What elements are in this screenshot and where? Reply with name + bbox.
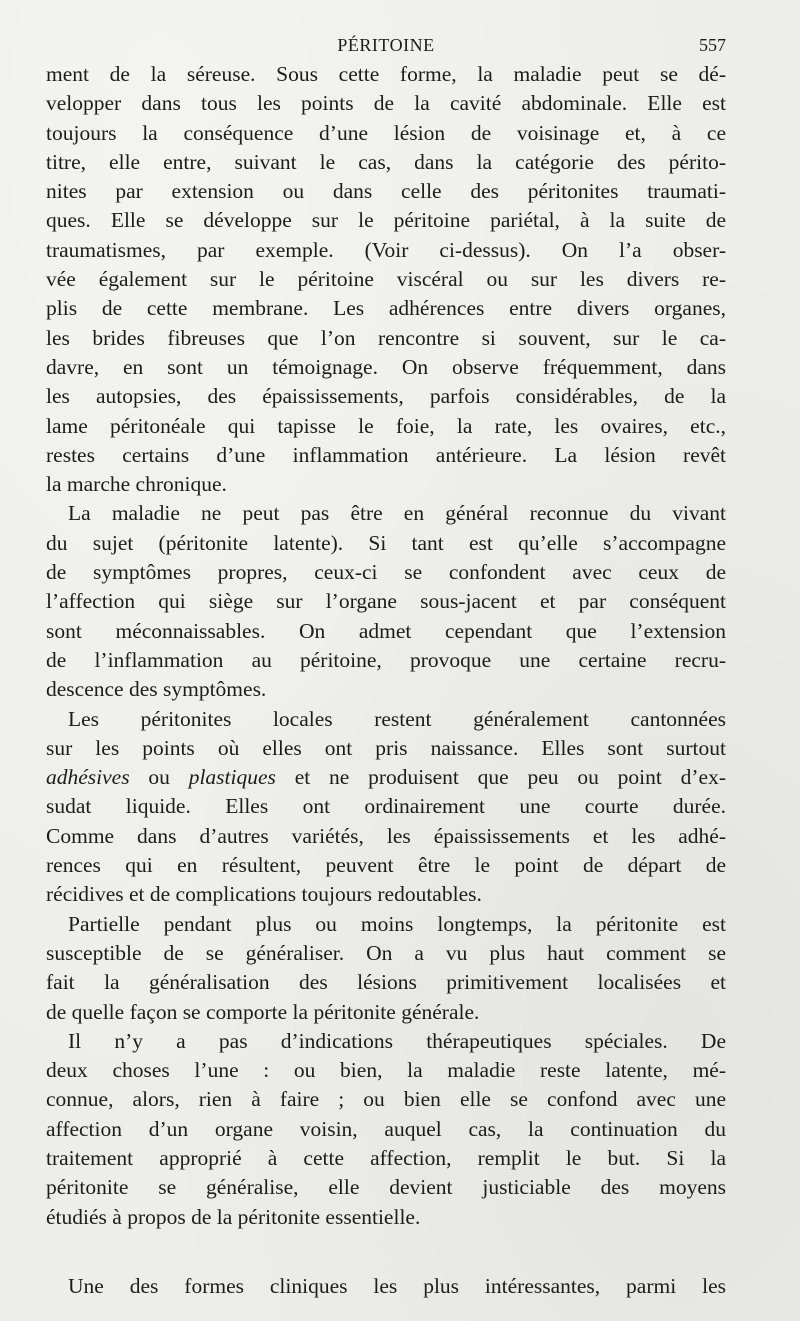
text-line: Partielle pendant plus ou moins longtemps, la péritonite est: [68, 911, 726, 936]
text-line: la marche chronique.: [46, 472, 227, 497]
text-line: traitement approprié à cette affection, remplit le but. Si la: [46, 1145, 726, 1170]
text-line: plis de cette membrane. Les adhérences entre divers organes,: [46, 296, 726, 321]
text-line: deux choses l’une : ou bien, la maladie reste latente, mé-: [46, 1058, 726, 1083]
text-line: connue, alors, rien à faire ; ou bien elle se confond avec une: [46, 1087, 726, 1112]
paragraph-4: [46, 910, 726, 1027]
text-line: sudat liquide. Elles ont ordinairement une courte durée.: [46, 794, 726, 819]
text-line: sur les points où elles ont pris naissance. Elles sont surtout: [46, 735, 726, 760]
italic-term: adhésives: [46, 765, 130, 790]
text-line: Comme dans d’autres variétés, les épaississements et les adhé-: [46, 823, 726, 848]
text-line: ques. Elle se développe sur le péritoine pariétal, à la suite de: [46, 208, 726, 233]
paragraph-2: [46, 499, 726, 704]
text-line: récidives et de complications toujours redoutables.: [46, 882, 482, 907]
text-line: affection d’un organe voisin, auquel cas, la continuation du: [46, 1116, 726, 1141]
paragraph-1: [46, 60, 726, 499]
text-line: restes certains d’une inflammation antérieure. La lésion revêt: [46, 442, 726, 467]
text-line: Il n’y a pas d’indications thérapeutiques spéciales. De: [68, 1028, 726, 1053]
text-line: lame péritonéale qui tapisse le foie, la rate, les ovaires, etc.,: [46, 413, 726, 438]
text-line: les brides fibreuses que l’on rencontre si souvent, sur le ca-: [46, 325, 726, 350]
running-title: PÉRITOINE: [337, 35, 435, 55]
text-line: de l’inflammation au péritoine, provoque une certaine recru-: [46, 647, 726, 672]
text-line: davre, en sont un témoignage. On observe fréquemment, dans: [46, 354, 726, 379]
paragraph-3: [46, 705, 726, 910]
text-line: La maladie ne peut pas être en général reconnue du vivant: [68, 501, 726, 526]
text-line: fait la généralisation des lésions primitivement localisées et: [46, 970, 726, 995]
text-line: de quelle façon se comporte la péritonite générale.: [46, 999, 480, 1024]
italic-term: plastiques: [188, 765, 276, 790]
text-line: étudiés à propos de la péritonite essentielle.: [46, 1204, 421, 1229]
text-line: rences qui en résultent, peuvent être le point de départ de: [46, 853, 726, 878]
text-line: les autopsies, des épaississements, parfois considérables, de la: [46, 384, 726, 409]
text-line: traumatismes, par exemple. (Voir ci-dessus). On l’a obser-: [46, 237, 726, 262]
text-line: Les péritonites locales restent généralement cantonnées: [68, 706, 726, 731]
text-line: péritonite se généralise, elle devient justiciable des moyens: [46, 1175, 726, 1200]
text-line: descence des symptômes.: [46, 677, 267, 702]
running-head: [46, 30, 726, 60]
paragraph-6: [46, 1272, 726, 1301]
text-line: de symptômes propres, ceux-ci se confondent avec ceux de: [46, 560, 726, 585]
text-line: Une des formes cliniques les plus intéressantes, parmi les: [68, 1273, 726, 1298]
text-line: ment de la séreuse. Sous cette forme, la maladie peut se dé-: [46, 62, 726, 86]
text-line: l’affection qui siège sur l’organe sous-jacent et par conséquent: [46, 589, 726, 614]
text-line: titre, elle entre, suivant le cas, dans la catégorie des périto-: [46, 149, 726, 174]
text-line: sont méconnaissables. On admet cependant que l’extension: [46, 618, 726, 643]
text-line: nites par extension ou dans celle des péritonites traumati-: [46, 179, 726, 204]
section-gap: [46, 1232, 726, 1272]
text-line: toujours la conséquence d’une lésion de voisinage et, à ce: [46, 120, 726, 145]
page-number: 557: [699, 35, 726, 55]
text-line: velopper dans tous les points de la cavité abdominale. Elle est: [46, 91, 726, 116]
body-text: [46, 60, 726, 1301]
text-line: susceptible de se généraliser. On a vu plus haut comment se: [46, 940, 726, 965]
text-line: vée également sur le péritoine viscéral ou sur les divers re-: [46, 267, 726, 292]
paragraph-5: [46, 1027, 726, 1232]
text-line-with-italics: adhésives ou plastiques et ne produisent que peu ou point d’ex-: [46, 765, 726, 790]
text-line: du sujet (péritonite latente). Si tant est qu’elle s’accompagne: [46, 530, 726, 555]
